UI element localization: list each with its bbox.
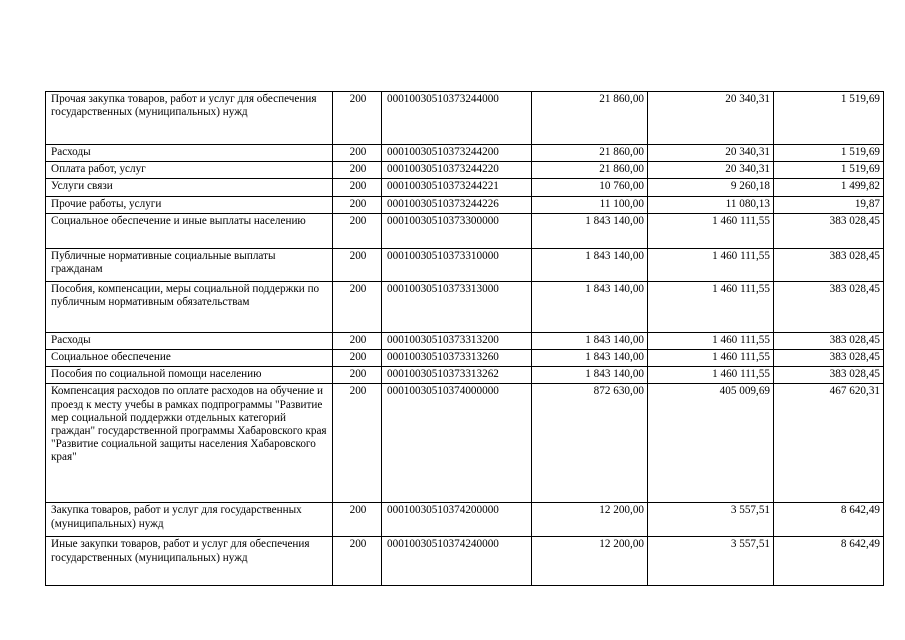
row-code: 200 bbox=[333, 213, 382, 248]
row-code: 200 bbox=[333, 179, 382, 196]
row-executed: 20 340,31 bbox=[648, 92, 774, 145]
row-remainder: 383 028,45 bbox=[774, 213, 884, 248]
row-plan: 1 843 140,00 bbox=[532, 213, 648, 248]
table-row bbox=[46, 196, 884, 213]
row-plan: 11 100,00 bbox=[532, 196, 648, 213]
table-row bbox=[46, 248, 884, 281]
table-row bbox=[46, 367, 884, 384]
row-remainder: 383 028,45 bbox=[774, 248, 884, 281]
row-name: Иные закупки товаров, работ и услуг для обеспечения государственных (муниципальных) нужд bbox=[46, 537, 333, 586]
row-code: 200 bbox=[333, 537, 382, 586]
row-executed: 1 460 111,55 bbox=[648, 332, 774, 349]
row-code: 200 bbox=[333, 367, 382, 384]
row-remainder: 1 519,69 bbox=[774, 162, 884, 179]
row-classification: 00010030510373313200 bbox=[382, 332, 532, 349]
row-name: Социальное обеспечение bbox=[46, 350, 333, 367]
row-remainder: 8 642,49 bbox=[774, 503, 884, 537]
table-row bbox=[46, 384, 884, 503]
row-plan: 1 843 140,00 bbox=[532, 367, 648, 384]
row-classification: 00010030510373244000 bbox=[382, 92, 532, 145]
row-code: 200 bbox=[333, 196, 382, 213]
row-remainder: 383 028,45 bbox=[774, 350, 884, 367]
row-classification: 00010030510374200000 bbox=[382, 503, 532, 537]
row-name: Социальное обеспечение и иные выплаты населению bbox=[46, 213, 333, 248]
row-name: Расходы bbox=[46, 145, 333, 162]
row-plan: 1 843 140,00 bbox=[532, 350, 648, 367]
row-executed: 11 080,13 bbox=[648, 196, 774, 213]
row-executed: 1 460 111,55 bbox=[648, 213, 774, 248]
row-classification: 00010030510373244220 bbox=[382, 162, 532, 179]
row-plan: 12 200,00 bbox=[532, 537, 648, 586]
row-code: 200 bbox=[333, 92, 382, 145]
row-classification: 00010030510374000000 bbox=[382, 384, 532, 503]
row-name: Прочие работы, услуги bbox=[46, 196, 333, 213]
row-executed: 3 557,51 bbox=[648, 503, 774, 537]
row-name: Услуги связи bbox=[46, 179, 333, 196]
row-remainder: 383 028,45 bbox=[774, 281, 884, 332]
row-code: 200 bbox=[333, 350, 382, 367]
row-remainder: 1 519,69 bbox=[774, 92, 884, 145]
row-remainder: 383 028,45 bbox=[774, 332, 884, 349]
row-plan: 21 860,00 bbox=[532, 145, 648, 162]
row-code: 200 bbox=[333, 332, 382, 349]
row-classification: 00010030510373313000 bbox=[382, 281, 532, 332]
row-code: 200 bbox=[333, 162, 382, 179]
row-plan: 21 860,00 bbox=[532, 162, 648, 179]
row-name: Компенсация расходов по оплате расходов на обучение и проезд к месту учебы в рамках подпрограммы "Развитие мер социальной поддержки отдельных категорий граждан" государственной программы Хабаровского края "Развитие социальной защиты населения Хабаровского края" bbox=[46, 384, 333, 503]
row-name: Пособия, компенсации, меры социальной поддержки по публичным нормативным обязательствам bbox=[46, 281, 333, 332]
row-executed: 9 260,18 bbox=[648, 179, 774, 196]
row-classification: 00010030510373310000 bbox=[382, 248, 532, 281]
row-executed: 405 009,69 bbox=[648, 384, 774, 503]
row-executed: 1 460 111,55 bbox=[648, 350, 774, 367]
row-remainder: 1 519,69 bbox=[774, 145, 884, 162]
row-executed: 1 460 111,55 bbox=[648, 367, 774, 384]
row-name: Расходы bbox=[46, 332, 333, 349]
table-row bbox=[46, 332, 884, 349]
row-name: Закупка товаров, работ и услуг для государственных (муниципальных) нужд bbox=[46, 503, 333, 537]
row-remainder: 1 499,82 bbox=[774, 179, 884, 196]
row-plan: 21 860,00 bbox=[532, 92, 648, 145]
table-row bbox=[46, 162, 884, 179]
row-remainder: 19,87 bbox=[774, 196, 884, 213]
row-plan: 1 843 140,00 bbox=[532, 332, 648, 349]
table-row bbox=[46, 537, 884, 586]
row-remainder: 467 620,31 bbox=[774, 384, 884, 503]
row-remainder: 8 642,49 bbox=[774, 537, 884, 586]
row-plan: 1 843 140,00 bbox=[532, 248, 648, 281]
table-row bbox=[46, 92, 884, 145]
row-classification: 00010030510373313262 bbox=[382, 367, 532, 384]
row-name: Пособия по социальной помощи населению bbox=[46, 367, 333, 384]
row-name: Прочая закупка товаров, работ и услуг для обеспечения государственных (муниципальных) нужд bbox=[46, 92, 333, 145]
row-classification: 00010030510373244226 bbox=[382, 196, 532, 213]
table-row bbox=[46, 281, 884, 332]
row-plan: 10 760,00 bbox=[532, 179, 648, 196]
row-executed: 1 460 111,55 bbox=[648, 281, 774, 332]
row-code: 200 bbox=[333, 248, 382, 281]
row-plan: 12 200,00 bbox=[532, 503, 648, 537]
row-classification: 00010030510373313260 bbox=[382, 350, 532, 367]
table-row bbox=[46, 213, 884, 248]
row-classification: 00010030510373244221 bbox=[382, 179, 532, 196]
table-row bbox=[46, 503, 884, 537]
table-row bbox=[46, 179, 884, 196]
row-code: 200 bbox=[333, 145, 382, 162]
budget-execution-table bbox=[45, 91, 884, 586]
row-code: 200 bbox=[333, 384, 382, 503]
row-classification: 00010030510373300000 bbox=[382, 213, 532, 248]
table-row bbox=[46, 145, 884, 162]
row-code: 200 bbox=[333, 503, 382, 537]
row-name: Публичные нормативные социальные выплаты гражданам bbox=[46, 248, 333, 281]
row-code: 200 bbox=[333, 281, 382, 332]
row-executed: 3 557,51 bbox=[648, 537, 774, 586]
row-remainder: 383 028,45 bbox=[774, 367, 884, 384]
row-executed: 1 460 111,55 bbox=[648, 248, 774, 281]
row-classification: 00010030510373244200 bbox=[382, 145, 532, 162]
row-plan: 1 843 140,00 bbox=[532, 281, 648, 332]
row-executed: 20 340,31 bbox=[648, 145, 774, 162]
row-executed: 20 340,31 bbox=[648, 162, 774, 179]
row-classification: 00010030510374240000 bbox=[382, 537, 532, 586]
row-name: Оплата работ, услуг bbox=[46, 162, 333, 179]
table-row bbox=[46, 350, 884, 367]
row-plan: 872 630,00 bbox=[532, 384, 648, 503]
